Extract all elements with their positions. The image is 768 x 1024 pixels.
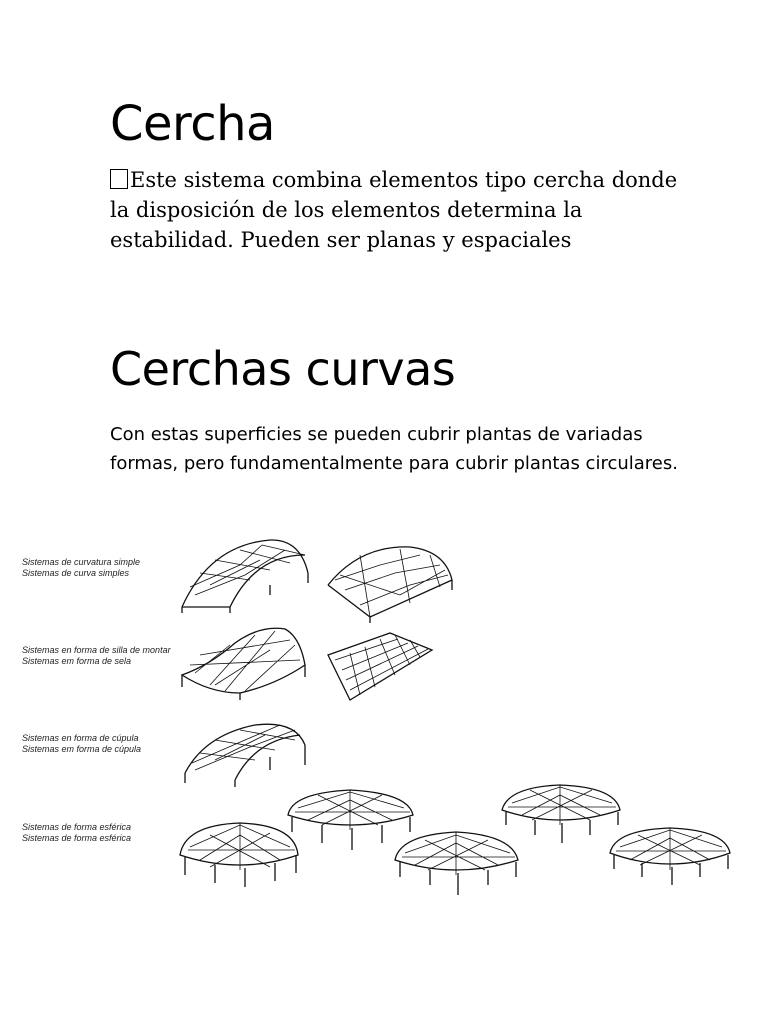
row2-label-es: Sistemas en forma de silla de montar	[22, 645, 171, 655]
section-body-text: Este sistema combina elementos tipo cercha donde la disposición de los elementos determina la estabilidad. Pueden ser planas y espaciales	[110, 168, 678, 252]
row1-label-pt: Sistemas de curva simples	[22, 568, 130, 578]
row4-label-es: Sistemas de forma esférica	[22, 822, 132, 832]
segmented-vault-drawing	[328, 547, 452, 623]
section-body-cercha	[110, 165, 690, 255]
geodesic-dome-5	[610, 828, 730, 885]
row3-label-pt: Sistemas em forma de cúpula	[22, 744, 142, 754]
geodesic-dome-4	[502, 785, 620, 843]
dome-vault-drawing	[185, 724, 305, 787]
geodesic-dome-2	[288, 790, 413, 850]
row4-label-pt: Sistemas de forma esférica	[22, 833, 132, 843]
row3-label-es: Sistemas en forma de cúpula	[22, 733, 139, 743]
section-title-cerchas-curvas: Cerchas curvas	[110, 342, 456, 396]
saddle-flat-drawing	[328, 633, 432, 700]
truss-systems-figure	[0, 525, 768, 925]
bullet-icon	[110, 169, 128, 189]
geodesic-dome-1	[180, 823, 298, 887]
section-title-cercha: Cercha	[110, 96, 275, 152]
row1-label-es: Sistemas de curvatura simple	[22, 557, 141, 567]
saddle-shape-drawing	[182, 628, 305, 700]
barrel-vault-drawing	[182, 540, 308, 613]
geodesic-dome-3	[395, 832, 518, 895]
row2-label-pt: Sistemas em forma de sela	[22, 656, 132, 666]
section-body-cerchas-curvas: Con estas superficies se pueden cubrir plantas de variadas formas, pero fundamentalmente para cubrir plantas circulares.	[110, 424, 678, 474]
